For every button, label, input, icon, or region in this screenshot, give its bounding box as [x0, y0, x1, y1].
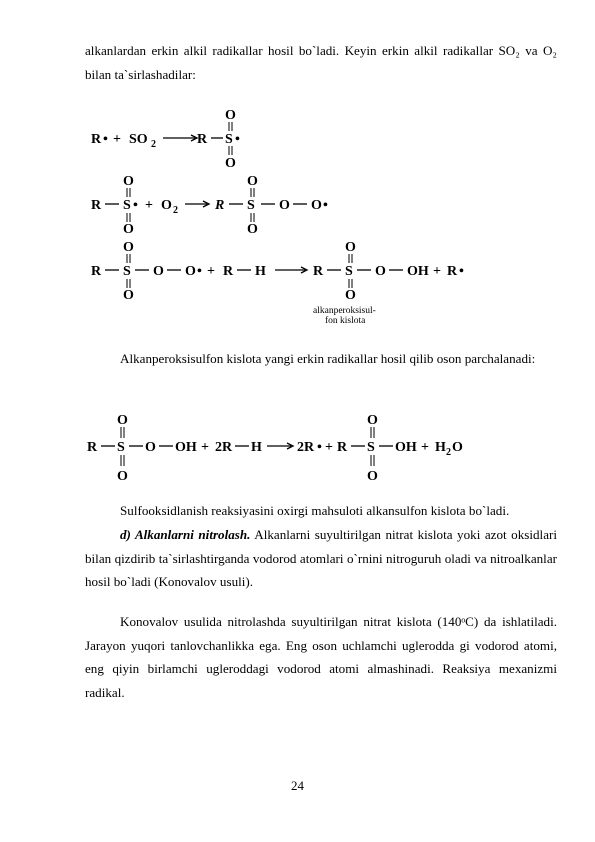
product-label-line2: fon kislota — [325, 316, 366, 326]
paragraph-nitration — [85, 523, 557, 594]
paragraph-sulfooxidation: Sulfooksidlanish reaksiyasini oxirgi mahsuloti alkansulfon kislota bo`ladi. — [120, 503, 510, 518]
product-label-line1: alkanperoksisul- — [313, 306, 376, 316]
paragraph-intro: alkanlardan erkin alkil radikallar hosil bo`ladi. Keyin erkin alkil radikallar SO₂ va O₂ bilan ta`sirlashadilar: — [85, 43, 557, 82]
svg-text:O: O — [247, 174, 258, 189]
svg-text:O: O — [123, 240, 134, 255]
svg-text:O: O — [117, 469, 128, 484]
s1-r1-dot: • — [103, 132, 108, 147]
svg-text:2: 2 — [446, 447, 451, 458]
svg-text:O: O — [185, 264, 196, 279]
s1-r3-R: R — [91, 264, 102, 279]
s1-r1-so2: SO — [129, 132, 148, 147]
svg-text:OH: OH — [175, 440, 197, 455]
svg-text:R: R — [223, 264, 234, 279]
s1-r1-prod-R: R — [197, 132, 208, 147]
svg-text:O: O — [345, 288, 356, 303]
svg-text:S: S — [117, 440, 125, 455]
s1-r1-O-bot: O — [225, 156, 236, 171]
svg-text:•: • — [197, 264, 202, 279]
s1-r2-R: R — [91, 198, 102, 213]
svg-text:H: H — [435, 440, 446, 455]
svg-text:O: O — [153, 264, 164, 279]
svg-text:R: R — [215, 198, 225, 213]
svg-text:+: + — [207, 264, 215, 279]
svg-text:OH: OH — [395, 440, 417, 455]
svg-text:S: S — [367, 440, 375, 455]
svg-text:O: O — [375, 264, 386, 279]
s1-r1-R: R — [91, 132, 102, 147]
svg-text:+: + — [433, 264, 441, 279]
svg-text:O: O — [345, 240, 356, 255]
svg-text:R: R — [447, 264, 458, 279]
nitration-heading: d) Alkanlarni nitrolash. — [120, 527, 251, 542]
svg-text:S: S — [123, 264, 131, 279]
svg-text:S: S — [345, 264, 353, 279]
svg-text:O: O — [311, 198, 322, 213]
reaction-scheme-2 — [85, 410, 485, 485]
svg-text:O: O — [117, 413, 128, 428]
svg-text:2R: 2R — [215, 440, 233, 455]
paragraph-decomposition: Alkanperoksisulfon kislota yangi erkin radikallar hosil qilib oson parchalanadi: — [120, 351, 536, 366]
page-number: 24 — [291, 778, 304, 793]
svg-text:+: + — [325, 440, 333, 455]
svg-text:2R: 2R — [297, 440, 315, 455]
nitration-body: Alkanlarni suyultirilgan nitrat kislota yoki azot oksidlari bilan qizdirib ta`sirlashtirganda vodorod atomlari o`rnini nitroguruh oladi va nitroalkanlar hosil bo`ladi (Konovalov usuli). — [85, 527, 557, 589]
svg-text:O: O — [367, 469, 378, 484]
s1-r1-prod-S: S — [225, 132, 233, 147]
s1-r1-O-top: O — [225, 108, 236, 123]
svg-text:•: • — [459, 264, 464, 279]
svg-text:R: R — [337, 440, 348, 455]
reaction-scheme-1 — [85, 105, 485, 330]
s1-r2-O-top1: O — [123, 174, 134, 189]
s1-r1-plus: + — [113, 132, 121, 147]
svg-text:•: • — [235, 132, 240, 147]
svg-text:OH: OH — [407, 264, 429, 279]
svg-text:O: O — [367, 413, 378, 428]
svg-text:2: 2 — [173, 205, 178, 216]
svg-text:•: • — [133, 198, 138, 213]
svg-text:H: H — [251, 440, 262, 455]
svg-text:R: R — [87, 440, 98, 455]
paragraph-konovalov: Konovalov usulida nitrolashda suyultirilgan nitrat kislota (140ᵒC) da ishlatiladi. Jarayon yuqori tanlovchanlikka ega. Eng oson uchlamchi uglerodda gi vodorod atomi, eng qiyin birlamchi ugleroddagi vodorod atomi almashinadi. Reaksiya mexanizmi radikal. — [85, 614, 557, 700]
svg-text:O: O — [247, 222, 258, 237]
svg-text:O: O — [145, 440, 156, 455]
s1-r2-o2: O — [161, 198, 172, 213]
svg-text:•: • — [317, 440, 322, 455]
svg-text:O: O — [452, 440, 463, 455]
svg-text:O: O — [123, 288, 134, 303]
svg-text:R: R — [313, 264, 324, 279]
s1-r2-O-bot1: O — [123, 222, 134, 237]
s1-r1-so2-sub: 2 — [151, 139, 156, 150]
s1-r2-prod-S: S — [247, 198, 255, 213]
svg-text:•: • — [323, 198, 328, 213]
svg-text:+: + — [201, 440, 209, 455]
svg-text:O: O — [279, 198, 290, 213]
s1-r2-plus: + — [145, 198, 153, 213]
svg-text:H: H — [255, 264, 266, 279]
svg-text:+: + — [421, 440, 429, 455]
s1-r2-S: S — [123, 198, 131, 213]
